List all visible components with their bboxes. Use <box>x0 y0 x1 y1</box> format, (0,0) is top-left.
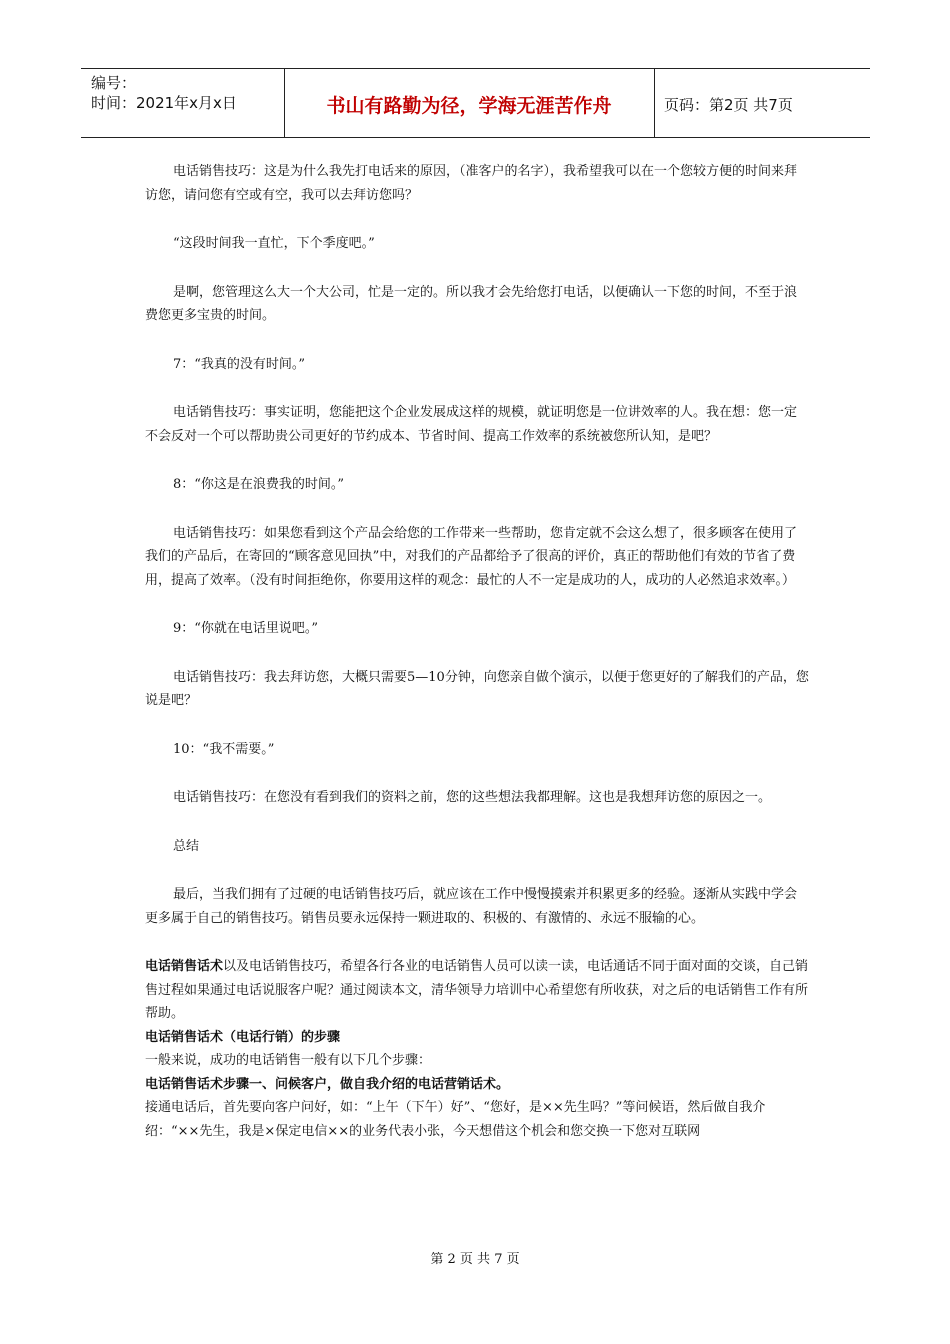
paragraph: 电话销售技巧：事实证明，您能把这个企业发展成这样的规模，就证明您是一位讲效率的人。我在想：您一定不会反对一个可以帮助贵公司更好的节约成本、节省时间、提高工作效率的系统被您所认知，是吧？ <box>145 405 798 444</box>
objection-heading: 8：“你这是在浪费我的时间。” <box>173 477 345 492</box>
step1-text: 接通电话后，首先要向客户问好，如：“上午（下午）好”、“您好，是××先生吗？”等问候语，然后做自我介绍：“××先生，我是×保定电信××的业务代表小张，今天想借这个机会和您交换一下您对互联网 <box>145 1100 766 1139</box>
intro-bold-lead: 电话销售话术 <box>145 959 224 974</box>
paragraph: 电话销售技巧：我去拜访您，大概只需要5—10分钟，向您亲自做个演示，以便于您更好的了解我们的产品，您说是吧？ <box>145 669 809 708</box>
objection-heading: 9：“你就在电话里说吧。” <box>173 621 319 636</box>
header-date: 时间：2021年x月x日 <box>91 94 237 112</box>
paragraph: 电话销售技巧：如果您看到这个产品会给您的工作带来一些帮助，您肯定就不会这么想了，很多顾客在使用了我们的产品后，在寄回的“顾客意见回执”中，对我们的产品都给予了很高的评价，真正的帮助他们有效的节省了费用，提高了效率。（没有时间拒绝你，你要用这样的观念：最忙的人不一定是成功的人，成功的人必然追求效率。） <box>145 525 798 588</box>
paragraph: 电话销售技巧：在您没有看到我们的资料之前，您的这些想法我都理解。这也是我想拜访您的原因之一。 <box>173 790 772 805</box>
steps-intro: 一般来说，成功的电话销售一般有以下几个步骤： <box>145 1053 432 1068</box>
document-body <box>145 160 809 1143</box>
header-motto: 书山有路勤为径，学海无涯苦作舟 <box>326 95 612 117</box>
intro-paragraph <box>145 955 809 1026</box>
header-code-label: 编号： <box>91 74 137 92</box>
summary-heading: 总结 <box>173 838 200 854</box>
steps-heading: 电话销售话术（电话行销）的步骤 <box>145 1029 341 1045</box>
objection-heading: 10：“我不需要。” <box>173 741 275 757</box>
paragraph: 是啊，您管理这么大一个大公司，忙是一定的。所以我才会先给您打电话，以便确认一下您的时间，不至于浪费您更多宝贵的时间。 <box>145 284 798 323</box>
page-footer: 第 2 页 共 7 页 <box>430 1252 520 1267</box>
header-divider-right <box>654 69 655 137</box>
intro-text: 以及电话销售技巧，希望各行各业的电话销售人员可以读一读，电话通话不同于面对面的交谈，自己销售过程如果通过电话说服客户呢？通过阅读本文，清华领导力培训中心希望您有所收获，对之后的电话销售工作有所帮助。 <box>145 959 809 1021</box>
quote: “这段时间我一直忙，下个季度吧。” <box>173 236 375 251</box>
paragraph: 电话销售技巧：这是为什么我先打电话来的原因，（准客户的名字），我希望我可以在一个您较方便的时间来拜访您，请问您有空或有空，我可以去拜访您吗？ <box>145 164 798 203</box>
paragraph: 最后，当我们拥有了过硬的电话销售技巧后，就应该在工作中慢慢摸索并积累更多的经验。逐渐从实践中学会更多属于自己的销售技巧。销售员要永远保持一颗进取的、积极的、有激情的、永远不服输的心。 <box>145 887 798 926</box>
step1-heading: 电话销售话术步骤一、问候客户，做自我介绍的电话营销话术。 <box>145 1076 510 1092</box>
header-page-info: 页码：第2页 共7页 <box>664 96 793 114</box>
objection-heading: 7：“我真的没有时间。” <box>173 356 306 372</box>
page-header <box>81 68 870 138</box>
header-meta <box>91 73 237 113</box>
